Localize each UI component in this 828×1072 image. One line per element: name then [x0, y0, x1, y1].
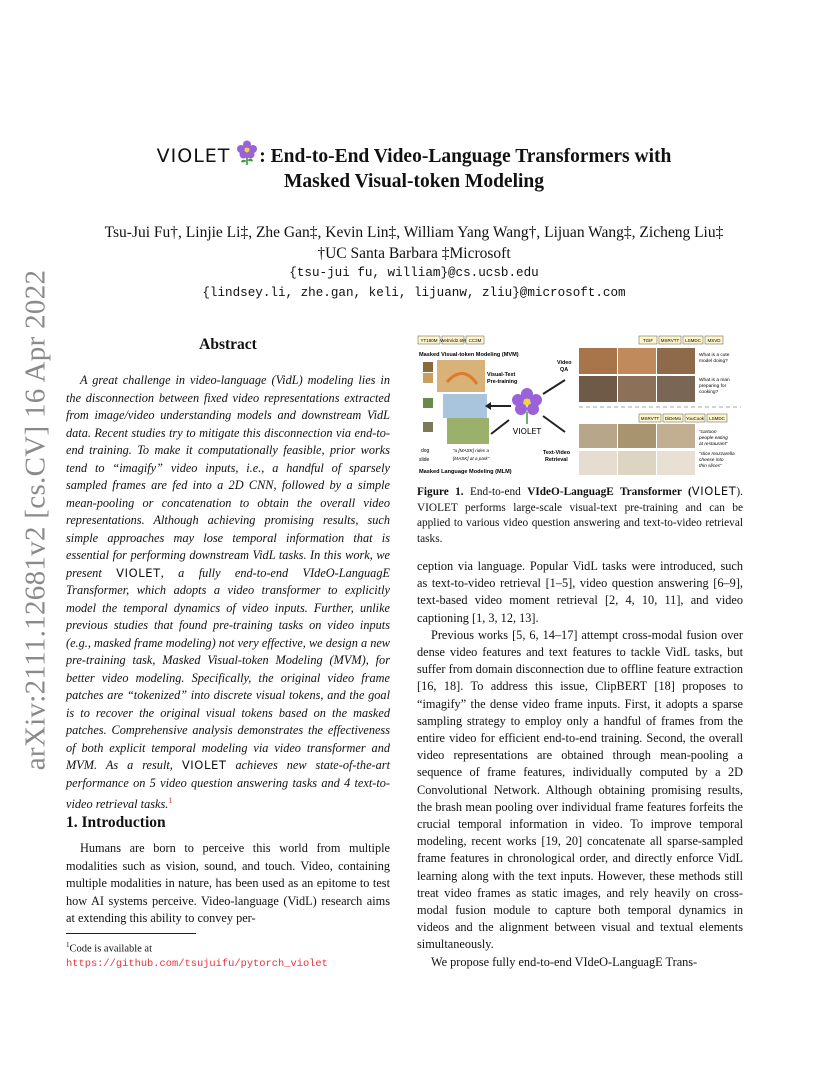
caption-part-b: VIdeO-LanguagE Transformer ( — [527, 486, 692, 498]
patch-4 — [423, 422, 433, 432]
qa-frame-3 — [657, 348, 695, 374]
ret-r2-line2: cheese into — [699, 458, 724, 463]
caption-part-c: ). VIOLET performs large-scale visual-text pre-training and can be applied to various video question answering and text-to-video retrieval tasks. — [417, 486, 743, 545]
arrow-retrieval — [543, 416, 565, 432]
mvm-label: Masked Visual-token Modeling (MVM) — [419, 352, 519, 358]
title-line2: Masked Visual-token Modeling — [283, 171, 545, 192]
ret-r1-line2: people eating — [699, 436, 728, 441]
paper-title — [110, 140, 718, 194]
mask-caption-2: [MASK] at a park” — [453, 456, 490, 461]
qa-q2-line3: cooking? — [699, 390, 719, 395]
arxiv-stamp — [16, 269, 56, 771]
arrow-left-lower — [491, 420, 509, 434]
affiliations: †UC Santa Barbara ‡Microsoft — [317, 245, 511, 262]
code-url-link[interactable]: https://github.com/tsujuifu/pytorch_violet — [66, 957, 328, 970]
ret-r2-line1: “slice mozzarella — [699, 452, 735, 457]
footnote-number: 1 — [66, 941, 70, 949]
ret-r1-line1: “cartoon — [699, 430, 717, 435]
footnote — [66, 938, 390, 971]
ret-r1-line3: at restaurant” — [699, 442, 728, 447]
video-qa-label-1: Video — [557, 360, 572, 366]
qa-q1-line1: What is a cute — [699, 353, 730, 358]
abstract-part2: , a fully end-to-end VIdeO-LanguagE Transformer, which adopts a video transformer to explicitly model the temporal dynamics of video inputs. Further, unlike previous studies that found pre-training tasks on video inputs (e.g., masked frame modeling) not very effective, we design a new pre-training task, Masked Visual-token Modeling (MVM), for better video modeling. Specifically, the original video frame patches are “tokenized” into discrete visual tokens, and the goal is to recover the original visual tokens based on the masked patches. Comprehensive analysis demonstrates the effectiveness of both explicit temporal modeling via video transformer and MVM. As a result, — [66, 565, 390, 772]
visual-text-label: Visual-Text — [487, 372, 516, 378]
abstract-part1: A great challenge in video-language (VidL) modeling lies in the disconnection between fixed video representations extracted from image/video understanding models and downstream VidL data. Recent studies try to mitigate this disconnection via end-to-end training. To make it computationally feasible, prior works tend to “imagify” video inputs, i.e., a handful of sparsely sampled frames are fed into a 2D CNN, followed by a simple mean-pooling or concatenation to obtain the overall video representations. Although achieving promising results, such simple approaches may lose temporal information that is essential for performing downstream VidL tasks. In this work, we present — [66, 373, 390, 580]
caption-label: Figure 1. — [417, 486, 464, 498]
email-ucsb: {tsu-jui fu, william}@cs.ucsb.edu — [289, 266, 539, 280]
tag-yt180m: YT180M — [420, 338, 438, 343]
word-slide: slide — [419, 457, 430, 463]
intro-paragraph: Humans are born to perceive this world from multiple modalities such as vision, sound, and touch. Video, containing multiple modalities in nature, has been used as an epitome to test how AI systems perceive. Video-language (VidL) research aims at extending this ability to convey per- — [66, 841, 390, 925]
figure-1 — [417, 334, 743, 480]
figure-brand: VIOLET — [512, 427, 542, 436]
ret-frame-6 — [657, 451, 695, 475]
author-block — [60, 222, 768, 264]
arrow-qa — [543, 380, 565, 394]
frame-3 — [447, 418, 489, 444]
caption-brand: VIOLET — [691, 484, 737, 498]
tag-msrvtt: MSRVTT — [660, 338, 680, 343]
abstract-brand: VIOLET — [116, 565, 161, 580]
tag-lsmdc: LSMDC — [685, 338, 701, 343]
author-names: Tsu-Jui Fu†, Linjie Li‡, Zhe Gan‡, Kevin Lin‡, William Yang Wang†, Lijuan Wang‡, Zicheng Liu‡ — [104, 224, 724, 241]
patch-1 — [423, 362, 433, 372]
qa-frame-1 — [579, 348, 617, 374]
qa-frame-2 — [618, 348, 656, 374]
abstract-part3: achieves new state-of-the-art performance on 5 video question answering tasks and 4 text-to-video retrieval tasks. — [66, 758, 390, 812]
abstract-brand-2: VIOLET — [181, 758, 227, 772]
figure-caption — [417, 484, 743, 547]
tag-youcook: YouCook — [685, 416, 705, 421]
retrieval-label-1: Text-Video — [543, 450, 571, 456]
mask-caption-1: “a [MASK] rides a — [453, 448, 489, 453]
col2-paragraph-2: Previous works [5, 6, 14–17] attempt cross-modal fusion over dense video features and text features to tackle VidL tasks, but suffer from domain disconnection due to offline feature extraction [16, 18]. To address this issue, ClipBERT [18] proposes to “imagify” the dense video frame inputs. First, it adopts a sparse sampling strategy to employ only a handful of frames from the entire video for efficient end-to-end training. Second, the overall video representations are obtained through mean-pooling a sequence of frame features, individually computed by a 2D Convolutional Network. Although obtaining promising results, the brash mean pooling over individual frame features forfeits the crucial temporal information in video. To improve temporal modeling, recent works [19, 20] concatenate all sparse-sampled frame features in chronological order, and directly enforce VidL learning along with the text inputs. However, these methods still treat video frames as static images, and rely heavily on cross-modal fusion module to capture both temporal dynamics in videos and the alignment between visual and textual elements simultaneously. — [417, 627, 743, 952]
ret-frame-2 — [618, 424, 656, 448]
violet-center-icon — [512, 388, 542, 424]
mlm-label: Masked Language Modeling (MLM) — [419, 469, 512, 475]
pretrain-dataset-tags — [418, 336, 484, 344]
qa-q2-line2: preparing for — [699, 384, 727, 389]
qa-frame-5 — [618, 376, 656, 402]
tag-msvd: MSVD — [707, 338, 721, 343]
frame-1 — [437, 360, 485, 392]
caption-part-a: End-to-end — [470, 486, 521, 498]
abstract-body — [66, 372, 390, 814]
arxiv-stamp-text: arXiv:2111.12681v2 [cs.CV] 16 Apr 2022 — [19, 269, 52, 771]
ret-frame-3 — [657, 424, 695, 448]
retrieval-label-2: Retrieval — [545, 457, 568, 463]
abstract-heading: Abstract — [199, 336, 257, 353]
frame-2 — [443, 394, 487, 418]
patch-3 — [423, 398, 433, 408]
footnote-marker-link[interactable]: 1 — [168, 796, 173, 805]
video-qa-label-2: QA — [560, 367, 569, 373]
qa-q2-line1: What is a man — [699, 378, 730, 383]
qa-frame-4 — [579, 376, 617, 402]
tag-didemo: DiDeMo — [664, 416, 682, 421]
tag-lsmdc-2: LSMDC — [709, 416, 725, 421]
email-block — [110, 263, 718, 303]
section-heading-introduction: 1. Introduction — [66, 814, 166, 831]
col2-paragraph-1: ception via language. Popular VidL tasks were introduced, such as text-to-video retrieval [1–5], video question answering [6–9], text-based video moment retrieval [2, 4, 10, 11], and video captioning [1, 3, 12, 13]. — [417, 559, 743, 625]
word-dog: dog — [421, 448, 430, 454]
patch-2 — [423, 373, 433, 383]
ret-frame-5 — [618, 451, 656, 475]
ret-r2-line3: thin slices” — [699, 464, 722, 469]
footnote-text: Code is available at — [69, 943, 153, 955]
footnote-divider — [66, 933, 196, 934]
right-column-body — [417, 558, 743, 971]
violet-flower-icon — [236, 140, 258, 166]
title-brand: VIOLET — [156, 145, 231, 167]
qa-q1-line2: model doing? — [699, 359, 728, 364]
col2-paragraph-3: We propose fully end-to-end VIdeO-LanguagE Trans- — [431, 954, 698, 969]
tag-webvid: WebVid2.5M — [440, 338, 466, 343]
qa-frame-6 — [657, 376, 695, 402]
ret-frame-1 — [579, 424, 617, 448]
tag-msrvtt-2: MSRVTT — [640, 416, 660, 421]
ret-frame-4 — [579, 451, 617, 475]
pretraining-label: Pre-training — [487, 379, 518, 385]
tag-tgif: TGIF — [642, 338, 654, 343]
tag-cc3m: CC3M — [468, 338, 482, 343]
email-microsoft: {lindsey.li, zhe.gan, keli, lijuanw, zliu}@microsoft.com — [202, 286, 626, 300]
title-line1: : End-to-End Video-Language Transformers with — [259, 146, 672, 167]
